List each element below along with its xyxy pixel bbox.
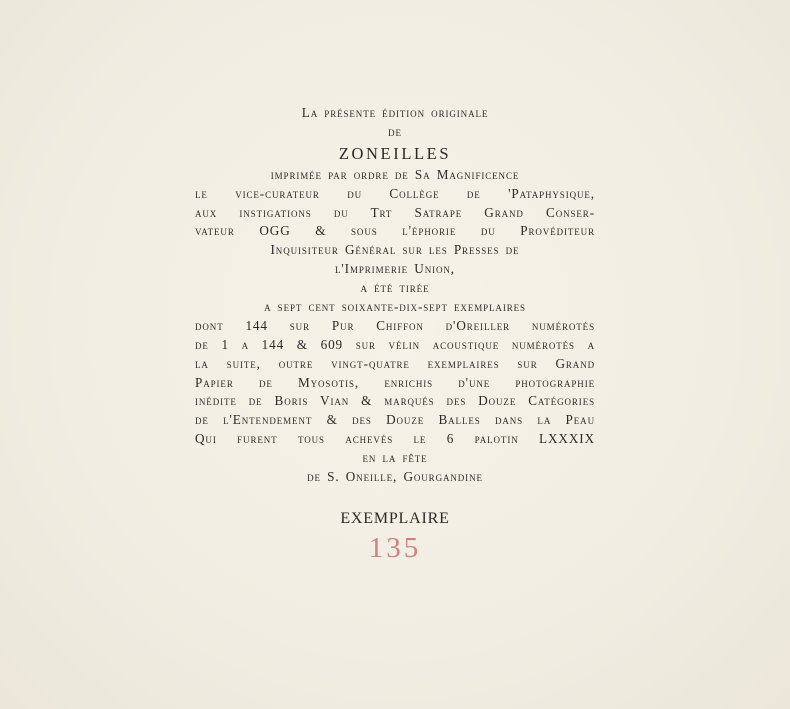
colophon-line: le vice-curateur du Collège de 'Pataphysique, <box>195 185 595 201</box>
colophon-line: aux instigations du Trt Satrape Grand Conser- <box>195 204 595 220</box>
colophon-line: de l'Entendement & des Douze Balles dans la Peau <box>195 412 595 428</box>
colophon-line: de <box>388 123 402 139</box>
book-title: ZONEILLES <box>338 143 452 163</box>
colophon-line: dont 144 sur Pur Chiffon d'Oreiller numérotés <box>195 317 595 333</box>
colophon-line: Papier de Myosotis, enrichis d'une photographie <box>195 374 595 390</box>
colophon-line: de S. Oneille, Gourgandine <box>307 469 483 485</box>
colophon-line: imprimée par ordre de Sa Magnificence <box>270 166 520 182</box>
colophon-line: Qui furent tous achevés le 6 palotin LXXXIX <box>195 431 595 447</box>
colophon-line: la suite, outre vingt-quatre exemplaires sur Grand <box>195 355 595 371</box>
colophon-line: inédite de Boris Vian & marqués des Douze Catégories <box>195 393 595 409</box>
colophon <box>195 104 595 487</box>
colophon-line: a sept cent soixante-dix-sept exemplaires <box>264 299 526 315</box>
colophon-line: en la fête <box>362 450 428 466</box>
colophon-line: de 1 a 144 & 609 sur vélin acoustique numérotés a <box>195 336 595 352</box>
colophon-line: vateur OGG & sous l'éphorie du Provéditeur <box>195 223 595 239</box>
exemplaire-number: 135 <box>368 532 422 564</box>
colophon-line: La présente édition originale <box>301 105 489 120</box>
exemplaire-label: EXEMPLAIRE <box>340 510 450 527</box>
colophon-line: l'Imprimerie Union, <box>335 261 455 277</box>
colophon-line: a été tirée <box>360 280 430 296</box>
colophon-line: Inquisiteur Général sur les Presses de <box>270 242 520 258</box>
